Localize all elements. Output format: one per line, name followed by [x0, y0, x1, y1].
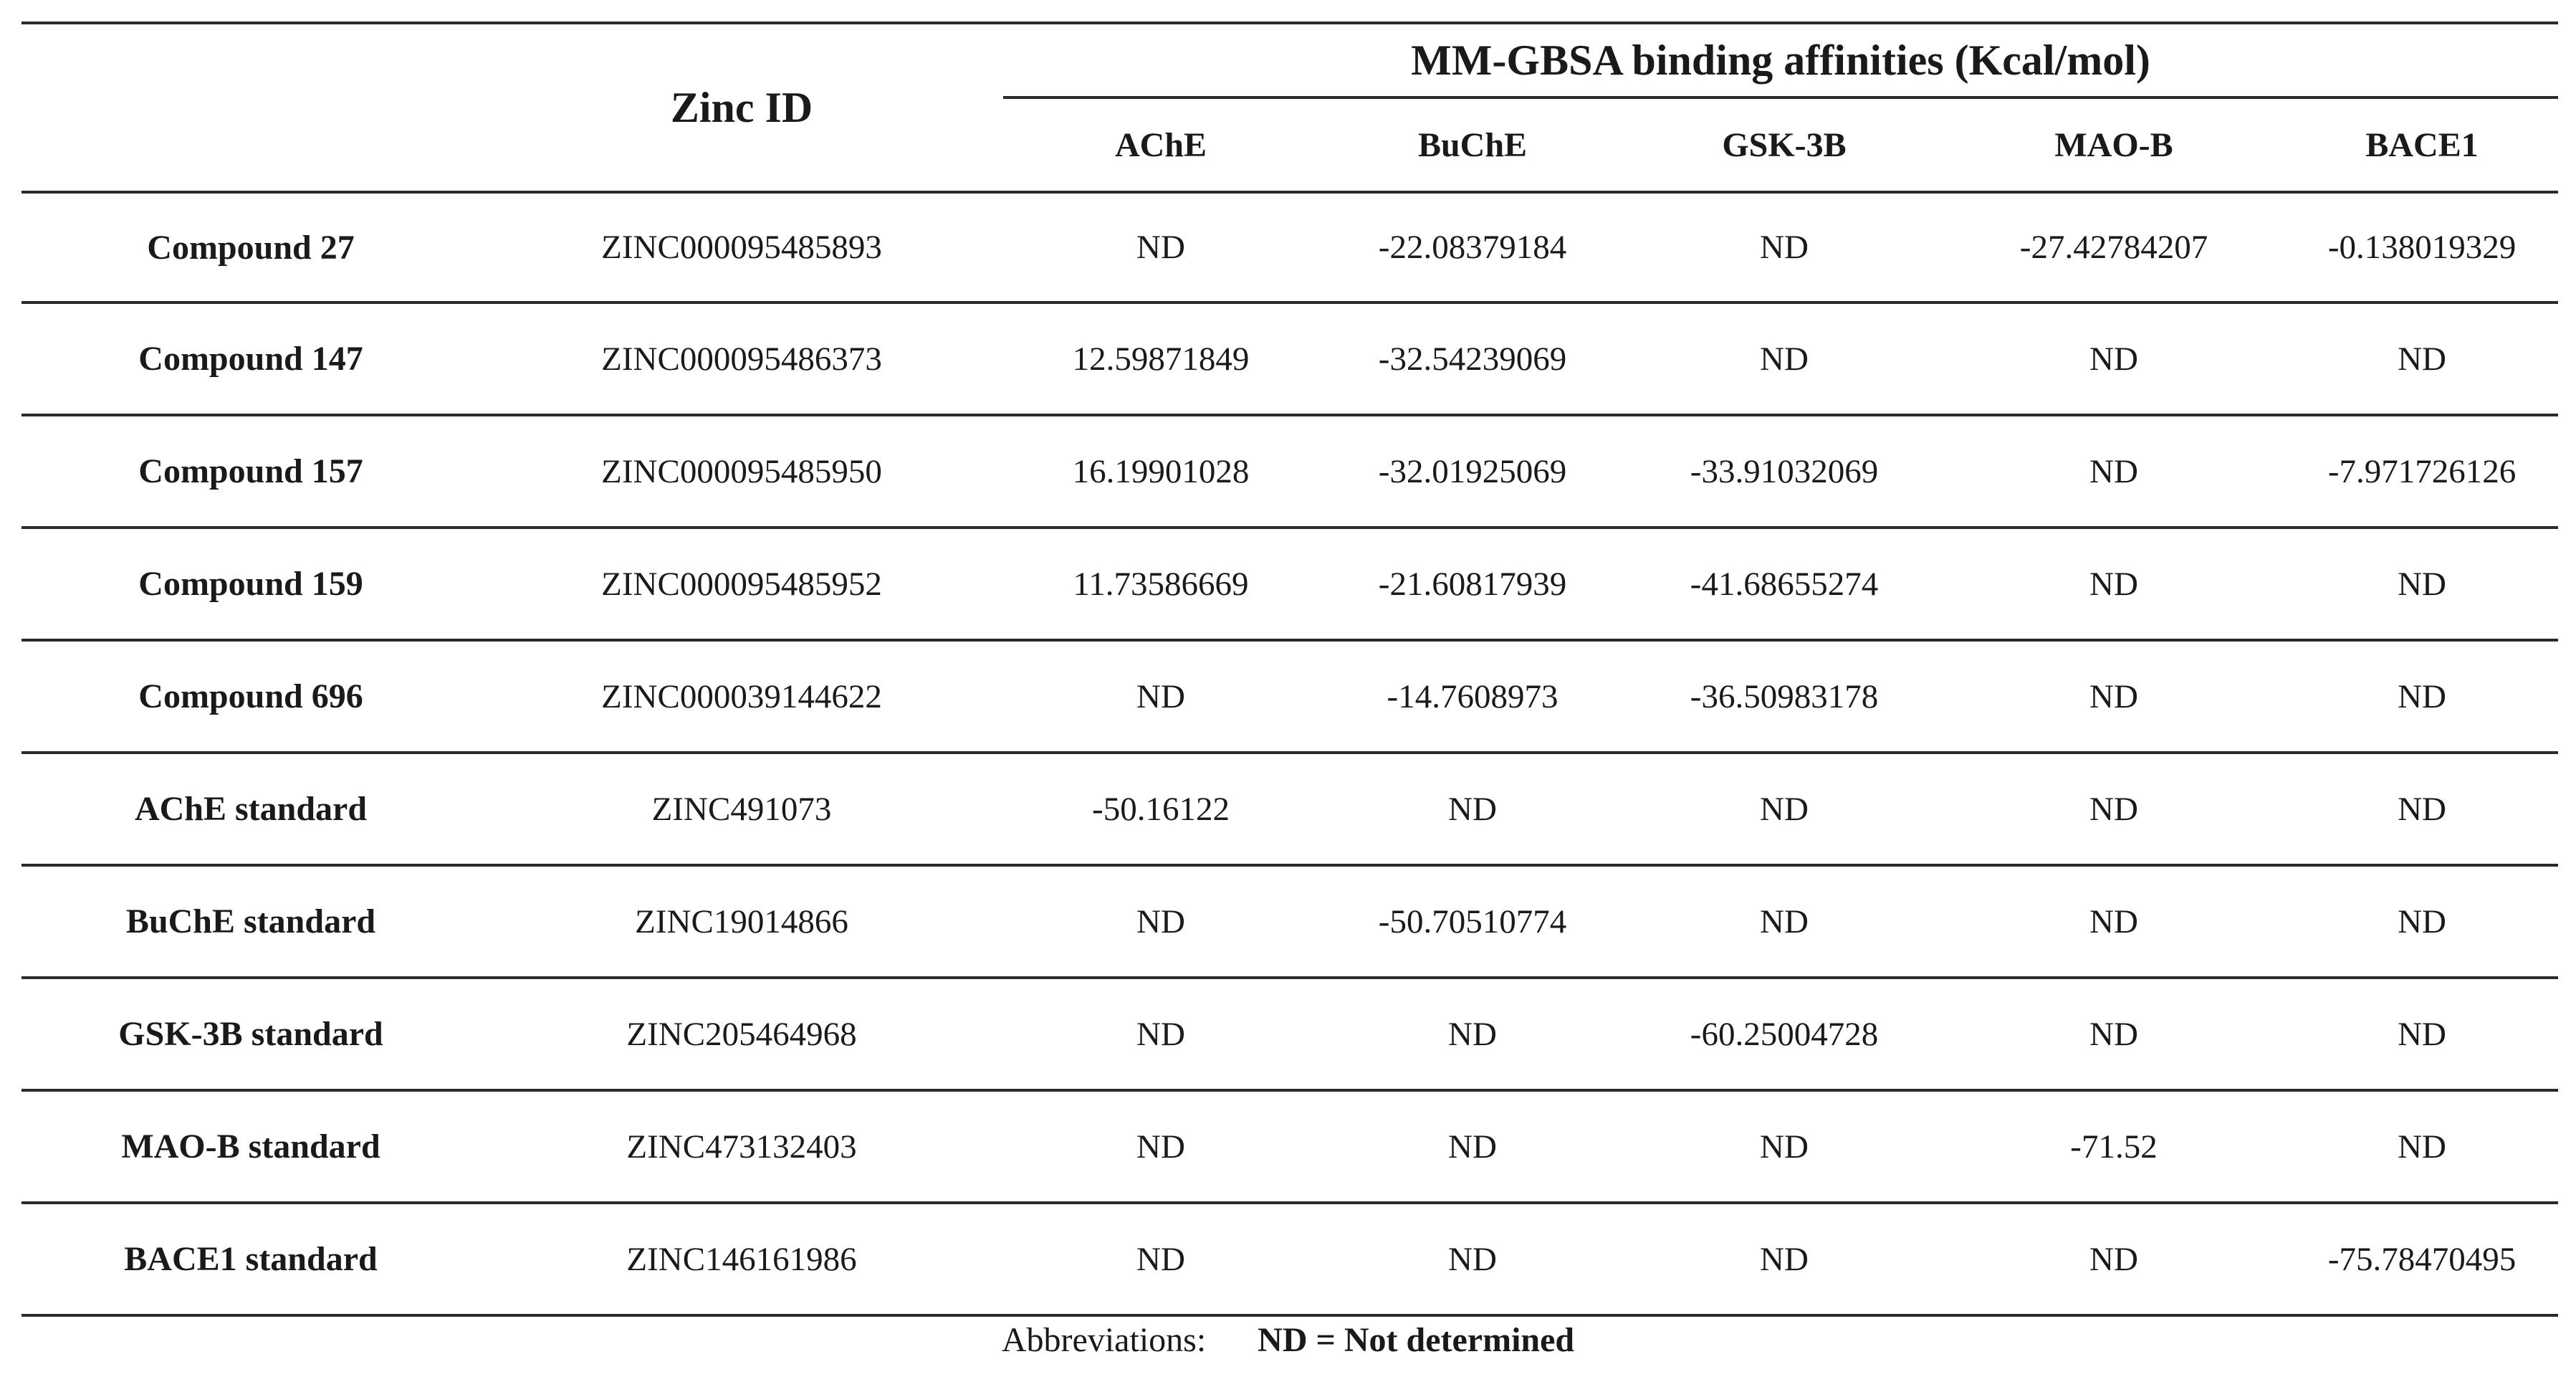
value-maob: ND — [1942, 302, 2286, 415]
zinc-id: ZINC205464968 — [480, 978, 1003, 1090]
zinc-id-header: Zinc ID — [480, 23, 1003, 192]
value-bace1: ND — [2286, 640, 2558, 753]
compound-name: Compound 147 — [21, 302, 480, 415]
value-ache: ND — [1003, 1090, 1318, 1203]
value-gsk3b: ND — [1627, 302, 1942, 415]
affinity-table-container — [21, 22, 2558, 1317]
value-bace1: ND — [2286, 528, 2558, 640]
value-maob: -71.52 — [1942, 1090, 2286, 1203]
value-ache: 12.59871849 — [1003, 302, 1318, 415]
value-bace1: ND — [2286, 865, 2558, 978]
value-ache: ND — [1003, 978, 1318, 1090]
target-header-bace1: BACE1 — [2286, 97, 2558, 192]
compound-name: Compound 159 — [21, 528, 480, 640]
zinc-id: ZINC19014866 — [480, 865, 1003, 978]
table-row — [21, 415, 2558, 528]
target-header-buche: BuChE — [1318, 97, 1627, 192]
value-ache: ND — [1003, 640, 1318, 753]
value-maob: ND — [1942, 1203, 2286, 1315]
value-bace1: ND — [2286, 1090, 2558, 1203]
zinc-id: ZINC000095485952 — [480, 528, 1003, 640]
value-buche: -22.08379184 — [1318, 192, 1627, 302]
compound-name: BACE1 standard — [21, 1203, 480, 1315]
value-gsk3b: -36.50983178 — [1627, 640, 1942, 753]
value-gsk3b: ND — [1627, 1203, 1942, 1315]
value-buche: ND — [1318, 1203, 1627, 1315]
value-buche: -14.7608973 — [1318, 640, 1627, 753]
compound-name: Compound 696 — [21, 640, 480, 753]
value-gsk3b: -60.25004728 — [1627, 978, 1942, 1090]
affinity-group-header: MM-GBSA binding affinities (Kcal/mol) — [1411, 36, 2150, 84]
table-row — [21, 1090, 2558, 1203]
value-buche: -21.60817939 — [1318, 528, 1627, 640]
value-buche: ND — [1318, 753, 1627, 865]
zinc-id: ZINC473132403 — [480, 1090, 1003, 1203]
value-gsk3b: ND — [1627, 865, 1942, 978]
value-buche: ND — [1318, 1090, 1627, 1203]
abbreviations-label: Abbreviations: — [1001, 1321, 1207, 1359]
value-bace1: ND — [2286, 753, 2558, 865]
value-ache: ND — [1003, 192, 1318, 302]
value-maob: ND — [1942, 528, 2286, 640]
zinc-id: ZINC491073 — [480, 753, 1003, 865]
value-bace1: -0.138019329 — [2286, 192, 2558, 302]
table-row — [21, 192, 2558, 302]
value-ache: ND — [1003, 865, 1318, 978]
target-header-ache: AChE — [1003, 97, 1318, 192]
abbreviation-definition: ND = Not determined — [1258, 1321, 1575, 1359]
zinc-id: ZINC000095485893 — [480, 192, 1003, 302]
value-maob: ND — [1942, 865, 2286, 978]
zinc-id: ZINC146161986 — [480, 1203, 1003, 1315]
zinc-id: ZINC000095485950 — [480, 415, 1003, 528]
value-ache: -50.16122 — [1003, 753, 1318, 865]
value-gsk3b: ND — [1627, 1090, 1942, 1203]
table-row — [21, 1203, 2558, 1315]
table-row — [21, 865, 2558, 978]
table-row — [21, 640, 2558, 753]
value-buche: ND — [1318, 978, 1627, 1090]
value-bace1: -75.78470495 — [2286, 1203, 2558, 1315]
compound-name: Compound 157 — [21, 415, 480, 528]
target-header-maob: MAO-B — [1942, 97, 2286, 192]
compound-name: GSK-3B standard — [21, 978, 480, 1090]
value-gsk3b: ND — [1627, 753, 1942, 865]
table-row — [21, 978, 2558, 1090]
value-bace1: -7.971726126 — [2286, 415, 2558, 528]
binding-affinity-table — [21, 22, 2558, 1317]
compound-name: Compound 27 — [21, 192, 480, 302]
value-gsk3b: ND — [1627, 192, 1942, 302]
affinity-group-header-cell — [1003, 23, 2558, 97]
zinc-id: ZINC000039144622 — [480, 640, 1003, 753]
value-ache: 16.19901028 — [1003, 415, 1318, 528]
table-row — [21, 528, 2558, 640]
value-maob: ND — [1942, 753, 2286, 865]
abbreviations-footnote — [0, 1320, 2576, 1360]
value-gsk3b: -33.91032069 — [1627, 415, 1942, 528]
compound-name: AChE standard — [21, 753, 480, 865]
compound-column-header — [21, 23, 480, 192]
compound-name: MAO-B standard — [21, 1090, 480, 1203]
value-maob: ND — [1942, 640, 2286, 753]
value-ache: 11.73586669 — [1003, 528, 1318, 640]
zinc-id: ZINC000095486373 — [480, 302, 1003, 415]
value-bace1: ND — [2286, 978, 2558, 1090]
target-header-gsk3b: GSK-3B — [1627, 97, 1942, 192]
value-buche: -32.54239069 — [1318, 302, 1627, 415]
value-bace1: ND — [2286, 302, 2558, 415]
value-buche: -32.01925069 — [1318, 415, 1627, 528]
value-maob: -27.42784207 — [1942, 192, 2286, 302]
value-maob: ND — [1942, 415, 2286, 528]
value-gsk3b: -41.68655274 — [1627, 528, 1942, 640]
table-row — [21, 753, 2558, 865]
table-row — [21, 302, 2558, 415]
value-buche: -50.70510774 — [1318, 865, 1627, 978]
compound-name: BuChE standard — [21, 865, 480, 978]
value-ache: ND — [1003, 1203, 1318, 1315]
value-maob: ND — [1942, 978, 2286, 1090]
